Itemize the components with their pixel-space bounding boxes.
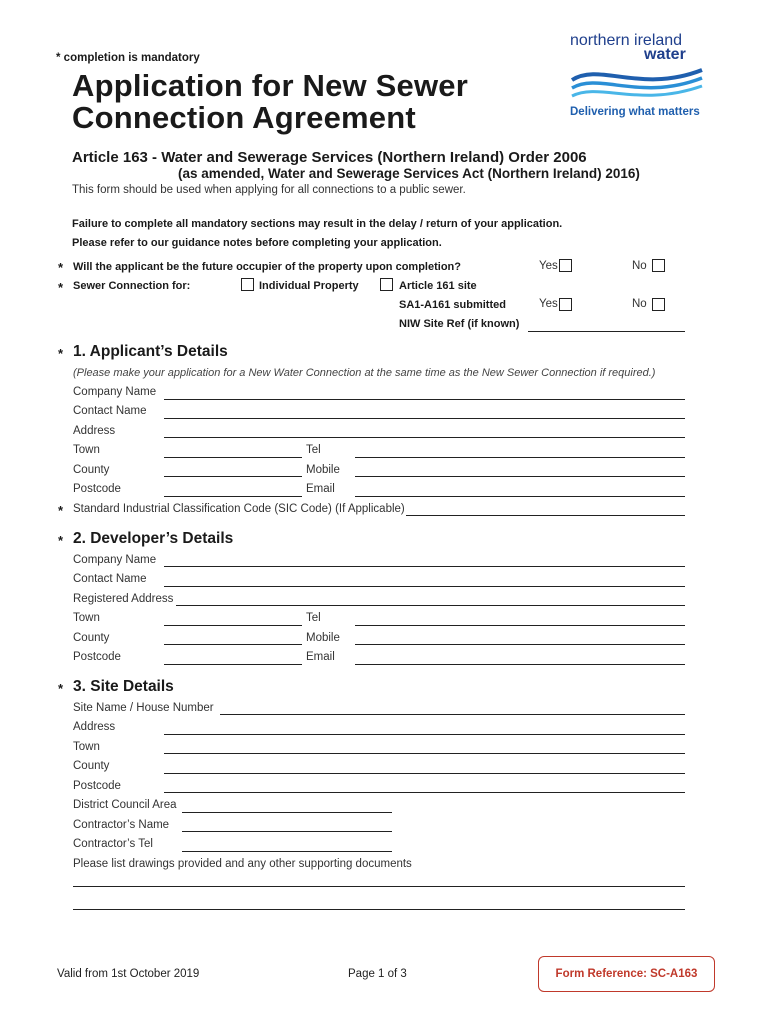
applicant-tel-label: Tel	[306, 444, 321, 456]
developer-town-field[interactable]	[164, 625, 302, 626]
developer-email-label: Email	[306, 651, 335, 663]
contractor-name-field[interactable]	[182, 831, 392, 832]
developer-mobile-label: Mobile	[306, 632, 340, 644]
sa1-no-label: No	[632, 298, 647, 310]
logo-tagline: Delivering what matters	[570, 106, 700, 118]
applicant-company-label: Company Name	[73, 386, 157, 398]
developer-contact-field[interactable]	[164, 586, 685, 587]
valid-from-text: Valid from 1st October 2019	[57, 968, 200, 980]
mandatory-note: * completion is mandatory	[56, 52, 200, 64]
occupier-question: Will the applicant be the future occupier of the property upon completion?	[73, 261, 461, 273]
sic-code-field[interactable]	[406, 515, 685, 516]
applicant-address-label: Address	[73, 425, 116, 437]
drawings-field-2[interactable]	[73, 909, 685, 910]
developer-reg-address-field[interactable]	[176, 605, 685, 606]
sa1-no-checkbox[interactable]	[652, 298, 665, 311]
section-3-title: 3. Site Details	[73, 678, 174, 695]
mandatory-star: *	[58, 260, 64, 275]
site-county-field[interactable]	[164, 773, 685, 774]
section-2-title: 2. Developer’s Details	[73, 530, 234, 547]
applicant-email-field[interactable]	[355, 496, 685, 497]
amended-subheading: (as amended, Water and Sewerage Services Act (Northern Ireland) 2016)	[178, 166, 640, 181]
niw-site-ref-label: NIW Site Ref (if known)	[399, 318, 520, 330]
occupier-no-checkbox[interactable]	[652, 259, 665, 272]
site-town-field[interactable]	[164, 753, 685, 754]
form-reference-text: Form Reference: SC-A163	[555, 968, 698, 980]
developer-email-field[interactable]	[355, 664, 685, 665]
applicant-county-field[interactable]	[164, 476, 302, 477]
contractor-tel-label: Contractor’s Tel	[73, 838, 153, 850]
site-county-label: County	[73, 760, 110, 772]
applicant-mobile-field[interactable]	[355, 476, 685, 477]
applicant-email-label: Email	[306, 483, 335, 495]
logo-text-water: water	[644, 46, 686, 63]
niw-site-ref-field[interactable]	[528, 331, 685, 332]
article-heading: Article 163 - Water and Sewerage Services (Northern Ireland) Order 2006	[72, 149, 587, 166]
sic-code-label: Standard Industrial Classification Code (SIC Code) (If Applicable)	[73, 503, 405, 515]
developer-company-label: Company Name	[73, 554, 157, 566]
applicant-contact-label: Contact Name	[73, 405, 147, 417]
sa1-yes-checkbox[interactable]	[559, 298, 572, 311]
developer-tel-field[interactable]	[355, 625, 685, 626]
occupier-no-label: No	[632, 260, 647, 272]
form-reference-box	[538, 956, 715, 992]
warning-text-2: Please refer to our guidance notes before completing your application.	[72, 237, 442, 249]
section-1-title: 1. Applicant’s Details	[73, 343, 228, 360]
developer-county-label: County	[73, 632, 110, 644]
mandatory-star: *	[58, 346, 64, 361]
intro-text: This form should be used when applying for all connections to a public sewer.	[72, 184, 466, 196]
mandatory-star: *	[58, 681, 64, 696]
applicant-mobile-label: Mobile	[306, 464, 340, 476]
sa1-yes-label: Yes	[539, 298, 558, 310]
applicant-town-field[interactable]	[164, 457, 302, 458]
applicant-address-field[interactable]	[164, 437, 685, 438]
contractor-name-label: Contractor’s Name	[73, 819, 170, 831]
site-town-label: Town	[73, 741, 100, 753]
developer-contact-label: Contact Name	[73, 573, 147, 585]
section-1-note: (Please make your application for a New Water Connection at the same time as the New Sewer Connection if required.)	[73, 367, 656, 379]
site-address-label: Address	[73, 721, 116, 733]
site-postcode-label: Postcode	[73, 780, 121, 792]
page-title	[72, 70, 468, 134]
applicant-company-field[interactable]	[164, 399, 685, 400]
developer-postcode-field[interactable]	[164, 664, 302, 665]
mandatory-star: *	[58, 280, 64, 295]
applicant-contact-field[interactable]	[164, 418, 685, 419]
applicant-postcode-label: Postcode	[73, 483, 121, 495]
page-number: Page 1 of 3	[348, 968, 407, 980]
logo-wave-icon	[570, 64, 705, 104]
site-postcode-field[interactable]	[164, 792, 685, 793]
developer-mobile-field[interactable]	[355, 644, 685, 645]
developer-town-label: Town	[73, 612, 100, 624]
drawings-label: Please list drawings provided and any other supporting documents	[73, 858, 412, 870]
warning-text-1: Failure to complete all mandatory sections may result in the delay / return of your application.	[72, 218, 563, 230]
district-council-label: District Council Area	[73, 799, 177, 811]
sa1-submitted-label: SA1-A161 submitted	[399, 299, 506, 311]
contractor-tel-field[interactable]	[182, 851, 392, 852]
site-name-label: Site Name / House Number	[73, 702, 214, 714]
drawings-field-1[interactable]	[73, 886, 685, 887]
mandatory-star: *	[58, 503, 64, 518]
occupier-yes-checkbox[interactable]	[559, 259, 572, 272]
article-161-checkbox[interactable]	[380, 278, 393, 291]
applicant-postcode-field[interactable]	[164, 496, 302, 497]
developer-county-field[interactable]	[164, 644, 302, 645]
applicant-county-label: County	[73, 464, 110, 476]
logo-text-northern-ireland: northern ireland	[570, 32, 683, 49]
applicant-town-label: Town	[73, 444, 100, 456]
developer-postcode-label: Postcode	[73, 651, 121, 663]
developer-reg-address-label: Registered Address	[73, 593, 174, 605]
individual-property-label: Individual Property	[259, 280, 359, 292]
site-address-field[interactable]	[164, 734, 685, 735]
applicant-tel-field[interactable]	[355, 457, 685, 458]
occupier-yes-label: Yes	[539, 260, 558, 272]
sewer-connection-label: Sewer Connection for:	[73, 280, 191, 292]
title-line-2: Connection Agreement	[72, 100, 416, 135]
mandatory-star: *	[58, 533, 64, 548]
developer-company-field[interactable]	[164, 566, 685, 567]
article-161-label: Article 161 site	[399, 280, 477, 292]
district-council-field[interactable]	[182, 812, 392, 813]
developer-tel-label: Tel	[306, 612, 321, 624]
site-name-field[interactable]	[220, 714, 685, 715]
title-line-1: Application for New Sewer	[72, 68, 469, 103]
individual-property-checkbox[interactable]	[241, 278, 254, 291]
